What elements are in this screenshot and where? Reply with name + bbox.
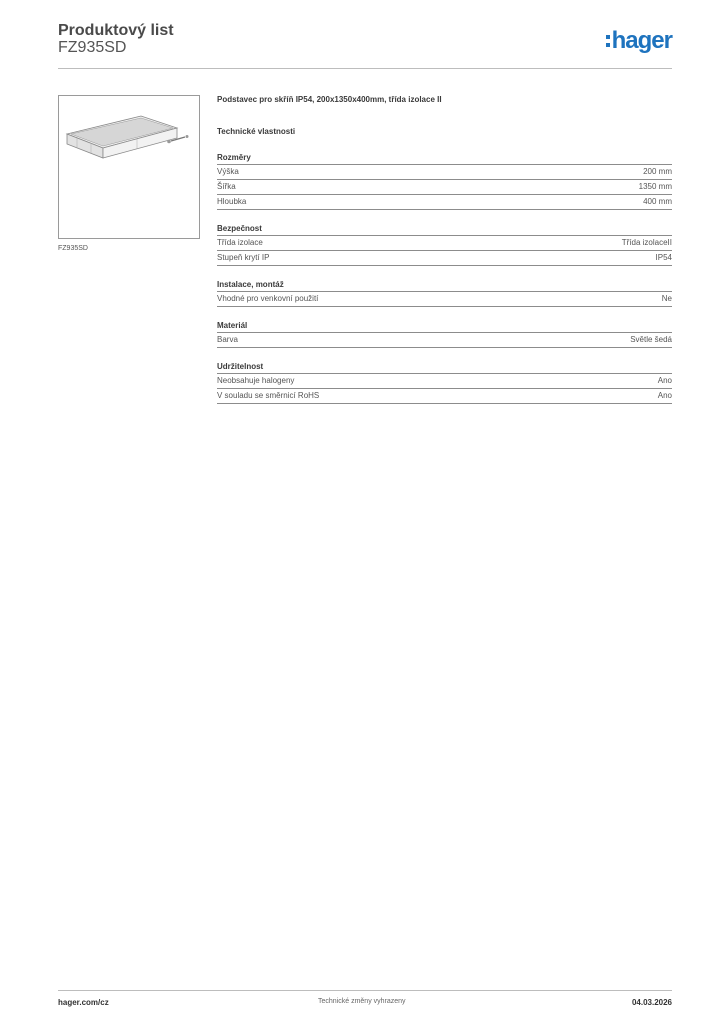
header-divider bbox=[58, 68, 672, 69]
section-sustainability bbox=[217, 361, 672, 404]
property-row bbox=[217, 333, 672, 348]
property-label: Vhodné pro venkovní použití bbox=[217, 294, 319, 303]
property-label: Neobsahuje halogeny bbox=[217, 376, 295, 385]
section-title: Rozměry bbox=[217, 152, 672, 165]
property-value: Světle šedá bbox=[630, 335, 672, 344]
property-label: Stupeň krytí IP bbox=[217, 253, 270, 262]
product-code: FZ935SD bbox=[58, 39, 127, 56]
property-label: Výška bbox=[217, 167, 239, 176]
property-label: Barva bbox=[217, 335, 238, 344]
property-value: Ne bbox=[661, 294, 672, 303]
property-label: Šířka bbox=[217, 182, 236, 191]
property-row bbox=[217, 389, 672, 404]
property-row bbox=[217, 180, 672, 195]
product-image bbox=[58, 95, 200, 239]
footer-website: hager.com/cz bbox=[58, 998, 109, 1007]
property-row bbox=[217, 374, 672, 389]
product-details bbox=[217, 95, 672, 404]
property-row bbox=[217, 292, 672, 307]
section-title: Instalace, montáž bbox=[217, 279, 672, 292]
property-label: V souladu se směrnicí RoHS bbox=[217, 391, 320, 400]
property-value: Třída izolaceII bbox=[621, 238, 672, 247]
property-row bbox=[217, 165, 672, 180]
property-row bbox=[217, 236, 672, 251]
property-label: Hloubka bbox=[217, 197, 247, 206]
page-header bbox=[58, 20, 672, 68]
hager-logo bbox=[606, 28, 672, 54]
section-dimensions bbox=[217, 152, 672, 210]
logo-dots-icon bbox=[606, 35, 610, 47]
property-row bbox=[217, 195, 672, 210]
section-title: Bezpečnost bbox=[217, 223, 672, 236]
section-safety bbox=[217, 223, 672, 266]
footer-note: Technické změny vyhrazeny bbox=[318, 998, 406, 1005]
section-title: Udržitelnost bbox=[217, 361, 672, 374]
logo-text: hager bbox=[611, 27, 672, 54]
section-title: Materiál bbox=[217, 320, 672, 333]
property-row bbox=[217, 251, 672, 266]
property-value: IP54 bbox=[655, 253, 672, 262]
cabinet-plinth-illustration bbox=[59, 96, 199, 238]
image-caption: FZ935SD bbox=[58, 245, 88, 252]
property-value: 400 mm bbox=[643, 197, 672, 206]
property-value: Ano bbox=[657, 391, 672, 400]
property-value: Ano bbox=[657, 376, 672, 385]
product-description: Podstavec pro skříň IP54, 200x1350x400mm, třída izolace II bbox=[217, 95, 442, 104]
property-label: Třída izolace bbox=[217, 238, 263, 247]
document-title: Produktový list bbox=[58, 22, 174, 39]
footer-date: 04.03.2026 bbox=[631, 998, 672, 1007]
property-value: 200 mm bbox=[643, 167, 672, 176]
section-material bbox=[217, 320, 672, 348]
section-installation bbox=[217, 279, 672, 307]
footer-divider bbox=[58, 990, 672, 991]
technical-properties-title: Technické vlastnosti bbox=[217, 127, 296, 136]
property-value: 1350 mm bbox=[638, 182, 672, 191]
